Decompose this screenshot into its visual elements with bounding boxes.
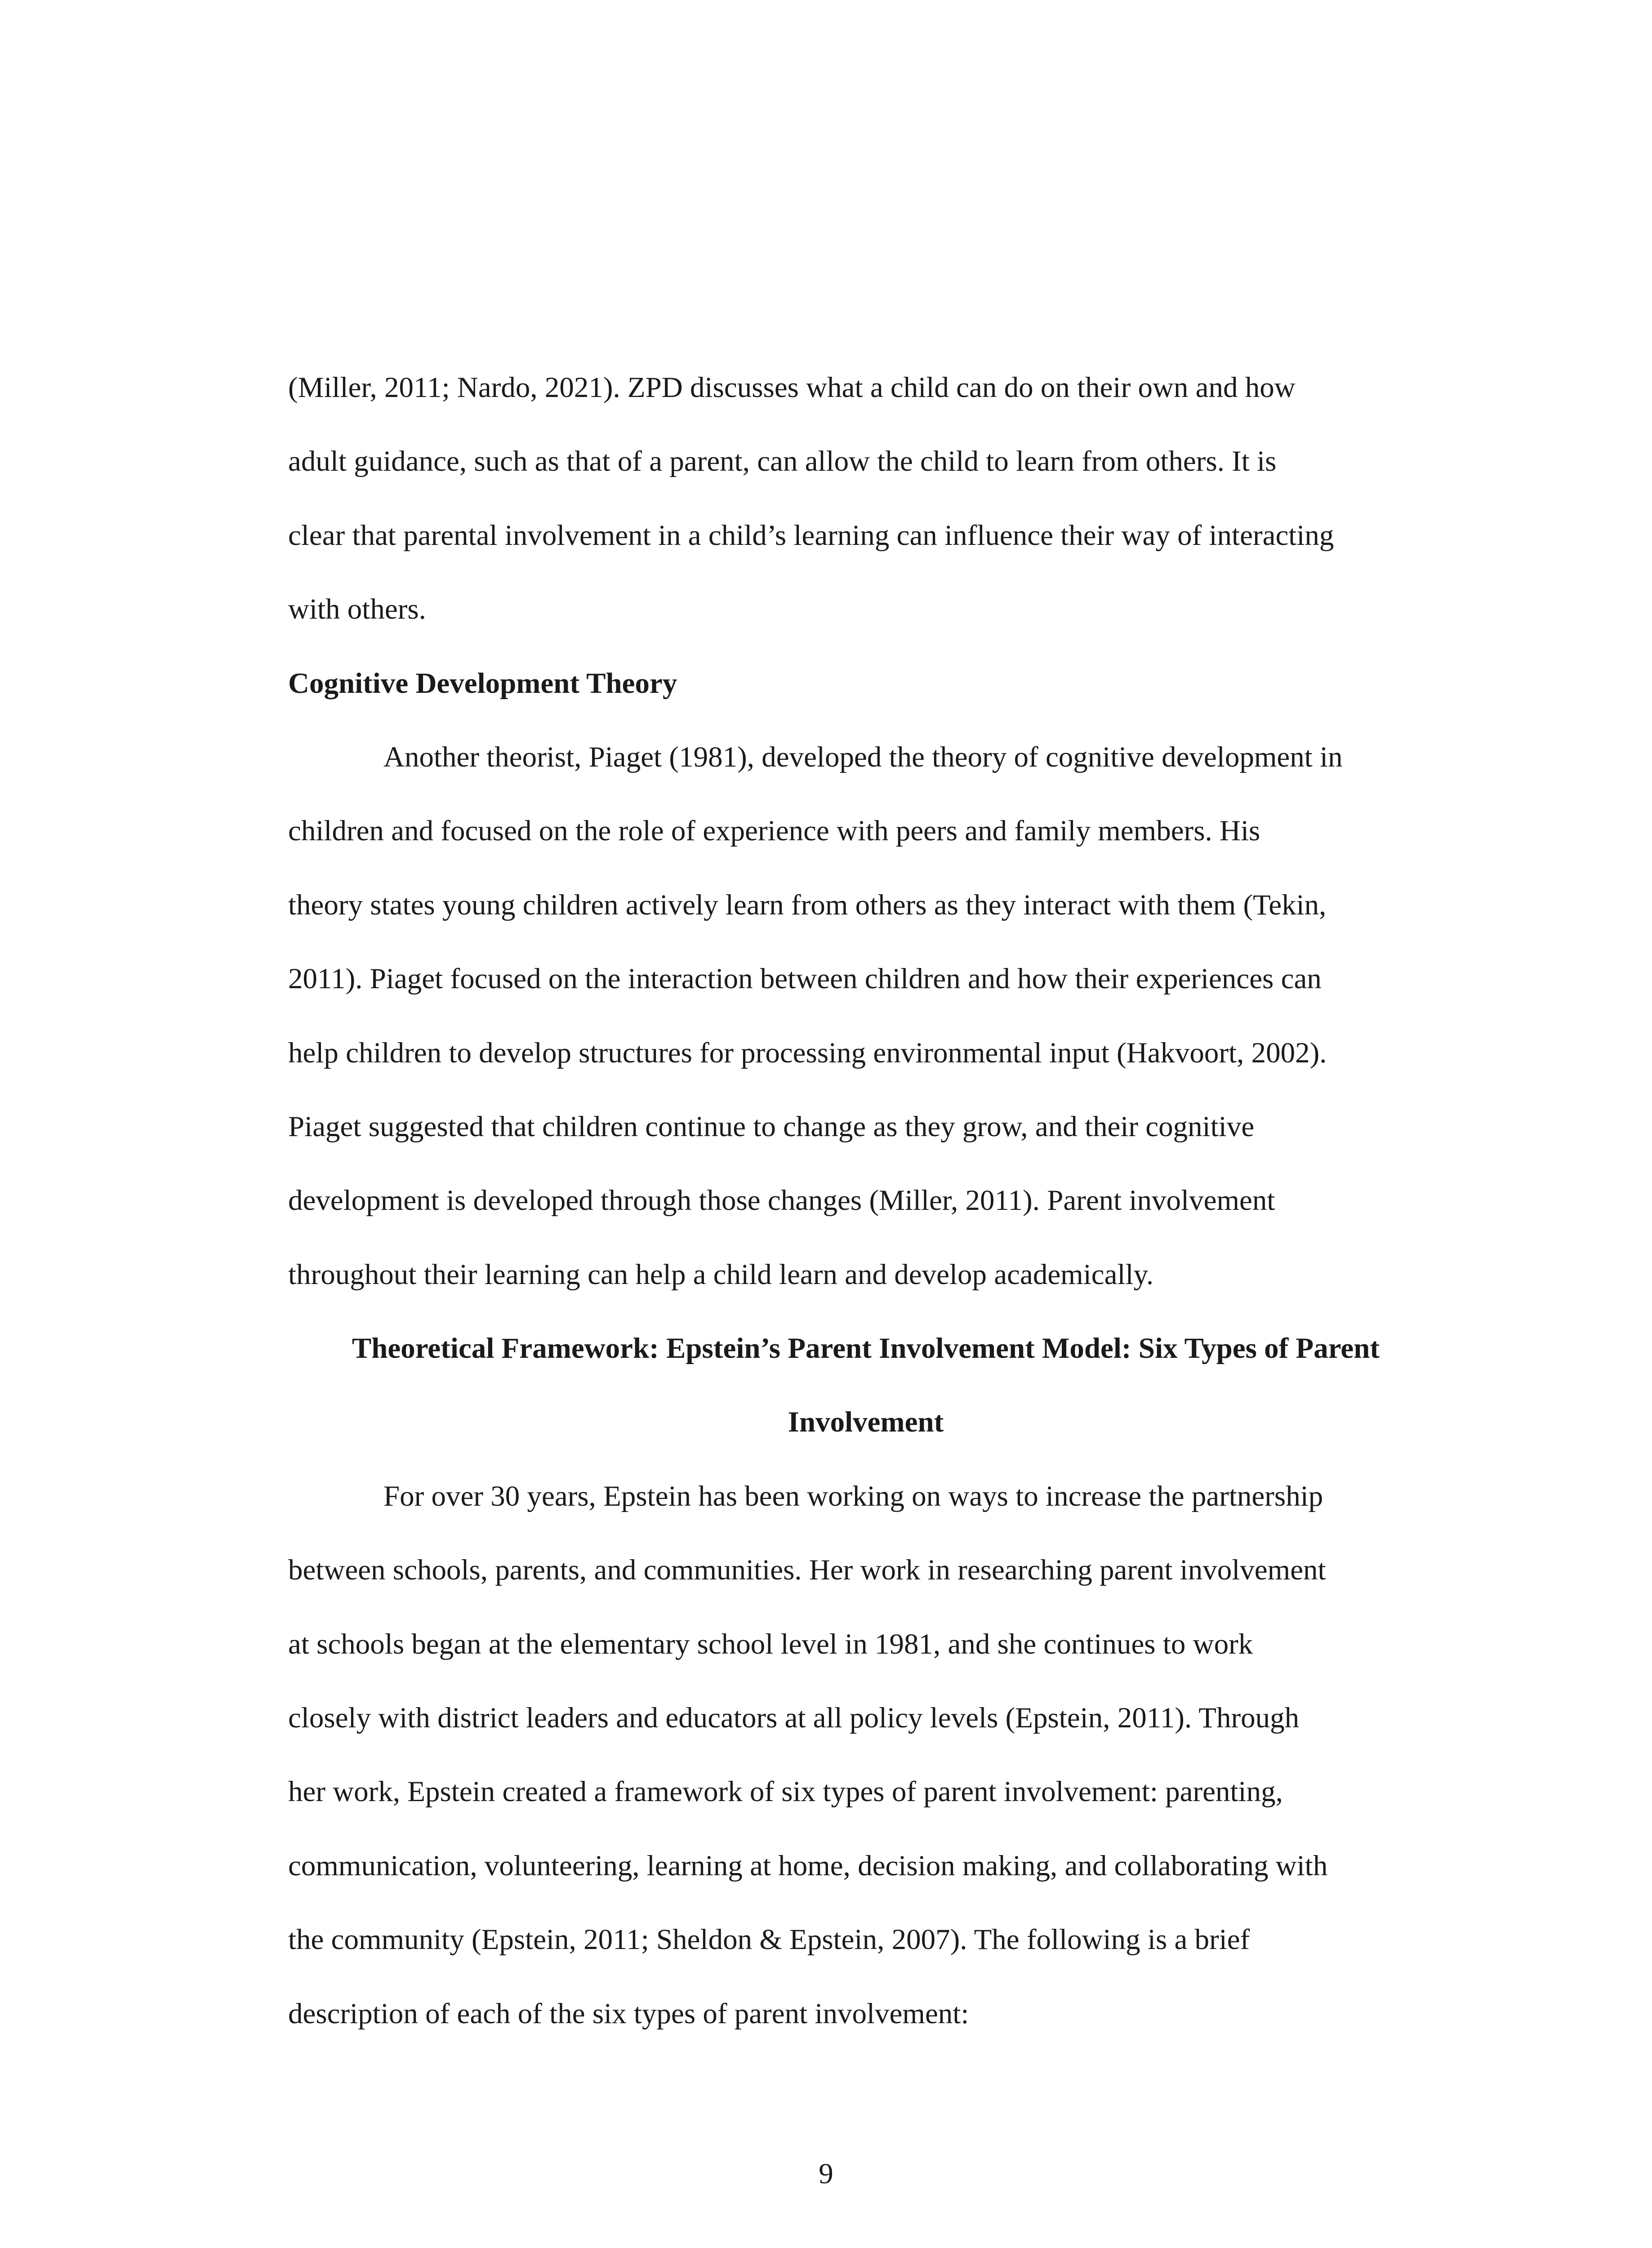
text-line: with others. xyxy=(288,593,426,626)
text-line: communication, volunteering, learning at home, decision making, and collaborating with xyxy=(288,1849,1328,1882)
paragraph-zpd-continuation xyxy=(288,351,1443,647)
text-line: throughout their learning can help a child learn and develop academically. xyxy=(288,1258,1154,1291)
text-line: 2011). Piaget focused on the interaction between children and how their experiences can xyxy=(288,963,1322,995)
text-line: For over 30 years, Epstein has been working on ways to increase the partnership xyxy=(383,1480,1323,1512)
section-heading-theoretical-framework xyxy=(288,1311,1443,1459)
text-line: clear that parental involvement in a child’s learning can influence their way of interacting xyxy=(288,519,1334,552)
text-line: between schools, parents, and communities. Her work in researching parent involvement xyxy=(288,1554,1326,1587)
text-line: the community (Epstein, 2011; Sheldon & Epstein, 2007). The following is a brief xyxy=(288,1923,1250,1956)
text-line: Piaget suggested that children continue to change as they grow, and their cognitive xyxy=(288,1110,1255,1143)
text-line: children and focused on the role of experience with peers and family members. His xyxy=(288,815,1260,847)
text-line: her work, Epstein created a framework of six types of parent involvement: parenting, xyxy=(288,1775,1283,1808)
paragraph-epstein xyxy=(288,1459,1443,2051)
section-heading-cognitive-development: Cognitive Development Theory xyxy=(288,667,677,700)
page-number: 9 xyxy=(819,2158,833,2190)
text-line: Another theorist, Piaget (1981), developed the theory of cognitive development in xyxy=(383,740,1343,773)
text-line: theory states young children actively learn from others as they interact with them (Tekin, xyxy=(288,888,1327,921)
text-line: (Miller, 2011; Nardo, 2021). ZPD discusses what a child can do on their own and how xyxy=(288,371,1296,404)
body-text xyxy=(288,351,1443,2051)
text-line: development is developed through those changes (Miller, 2011). Parent involvement xyxy=(288,1184,1275,1217)
text-line: at schools began at the elementary school level in 1981, and she continues to work xyxy=(288,1628,1253,1660)
heading-line: Involvement xyxy=(788,1406,944,1439)
text-line: help children to develop structures for processing environmental input (Hakvoort, 2002). xyxy=(288,1036,1327,1069)
paragraph-piaget xyxy=(288,720,1443,1311)
heading-line: Theoretical Framework: Epstein’s Parent Involvement Model: Six Types of Parent xyxy=(352,1332,1380,1365)
text-line: closely with district leaders and educators at all policy levels (Epstein, 2011). Through xyxy=(288,1702,1300,1735)
text-line: description of each of the six types of parent involvement: xyxy=(288,1997,969,2030)
text-line: adult guidance, such as that of a parent, can allow the child to learn from others. It is xyxy=(288,445,1277,478)
